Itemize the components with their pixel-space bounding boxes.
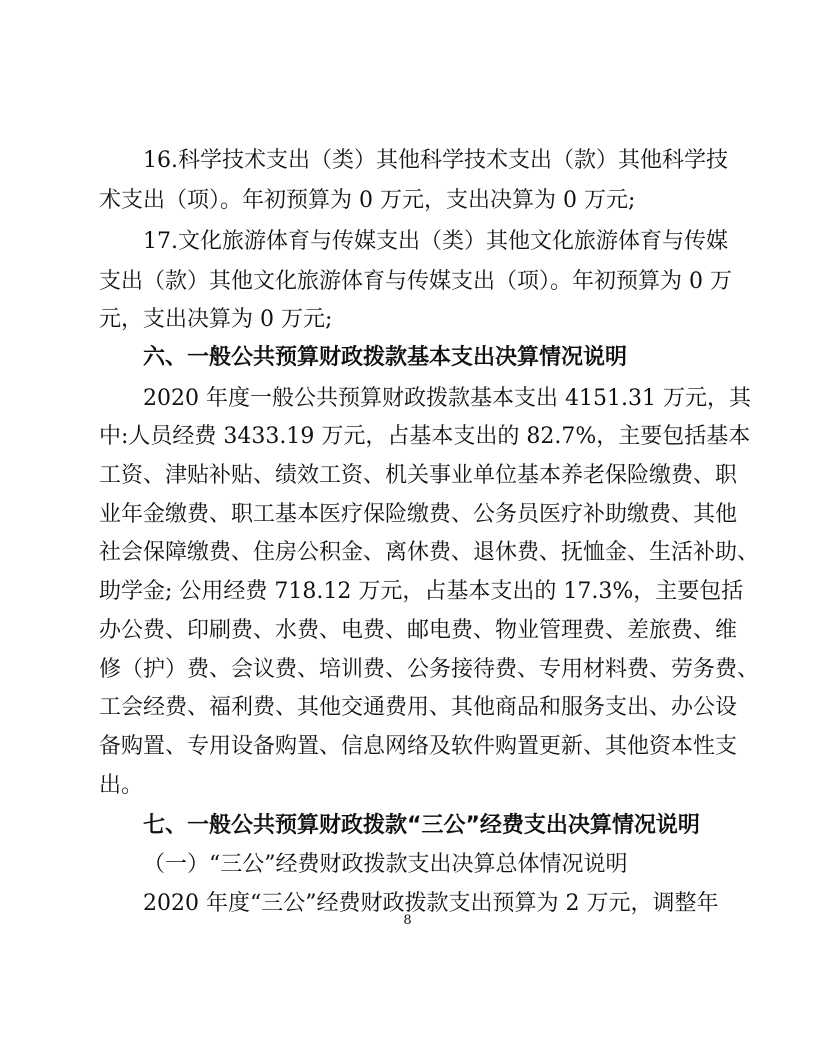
section-6-para-line-3 — [0, 460, 815, 492]
section-6-para-line-7 — [0, 615, 815, 647]
section-6-text-6: 助学金; 公用经费 718.12 万元，占基本支出的 17.3%，主要包括 — [99, 579, 744, 604]
item-16-text-2: 术支出（项）。年初预算为 0 万元，支出决算为 0 万元; — [99, 188, 636, 213]
section-6-text-9: 工会经费、福利费、其他交通费用、其他商品和服务支出、办公设 — [99, 695, 738, 720]
item-17-text-3: 元，支出决算为 0 万元; — [99, 307, 333, 332]
section-6-text-10: 备购置、专用设备购置、信息网络及软件购置更新、其他资本性支 — [99, 734, 738, 759]
section-6-text-8: 修（护）费、会议费、培训费、公务接待费、专用材料费、劳务费、 — [99, 657, 760, 682]
section-6-para-line-2 — [0, 421, 815, 453]
section-7-title: 七、一般公共预算财政拨款“三公”经费支出决算情况说明 — [143, 813, 700, 838]
section-6-para-line-9 — [0, 692, 815, 724]
section-6-para-line-10 — [0, 731, 815, 763]
section-6-text-7: 办公费、印刷费、水费、电费、邮电费、物业管理费、差旅费、维 — [99, 618, 738, 643]
section-6-text-3: 工资、津贴补贴、绩效工资、机关事业单位基本养老保险缴费、职 — [99, 463, 738, 488]
item-17-text-1: 17.文化旅游体育与传媒支出（类）其他文化旅游体育与传媒 — [143, 229, 728, 254]
item-17-text-2: 支出（款）其他文化旅游体育与传媒支出（项）。年初预算为 0 万 — [99, 269, 732, 294]
item-17-line-2 — [0, 266, 815, 298]
section-6-para-line-8 — [0, 654, 815, 686]
section-6-para-line-11 — [0, 770, 815, 802]
item-16-line-1 — [0, 145, 815, 177]
item-16-text-1: 16.科学技术支出（类）其他科学技术支出（款）其他科学技 — [143, 148, 728, 173]
section-6-para-line-4 — [0, 499, 815, 531]
section-6-heading — [0, 342, 815, 374]
section-7-subheading — [0, 849, 815, 881]
section-6-text-1: 2020 年度一般公共预算财政拨款基本支出 4151.31 万元，其 — [143, 386, 751, 411]
item-17-line-3 — [0, 304, 815, 336]
section-6-para-line-6 — [0, 576, 815, 608]
section-7-heading — [0, 810, 815, 842]
section-6-text-5: 社会保障缴费、住房公积金、离休费、退休费、抚恤金、生活补助、 — [99, 540, 760, 565]
page-number: 8 — [403, 913, 412, 928]
section-6-para-line-1 — [0, 383, 815, 415]
item-17-line-1 — [0, 226, 815, 258]
section-7-text-1: 2020 年度“三公”经费财政拨款支出预算为 2 万元，调整年 — [143, 891, 719, 916]
item-16-line-2 — [0, 185, 815, 217]
section-6-text-2: 中:人员经费 3433.19 万元，占基本支出的 82.7%，主要包括基本 — [99, 424, 751, 449]
section-6-text-11: 出。 — [99, 773, 144, 798]
section-7-subtitle: （一）“三公”经费财政拨款支出决算总体情况说明 — [143, 852, 628, 877]
section-6-text-4: 业年金缴费、职工基本医疗保险缴费、公务员医疗补助缴费、其他 — [99, 502, 738, 527]
section-6-title: 六、一般公共预算财政拨款基本支出决算情况说明 — [143, 345, 628, 370]
section-6-para-line-5 — [0, 537, 815, 569]
